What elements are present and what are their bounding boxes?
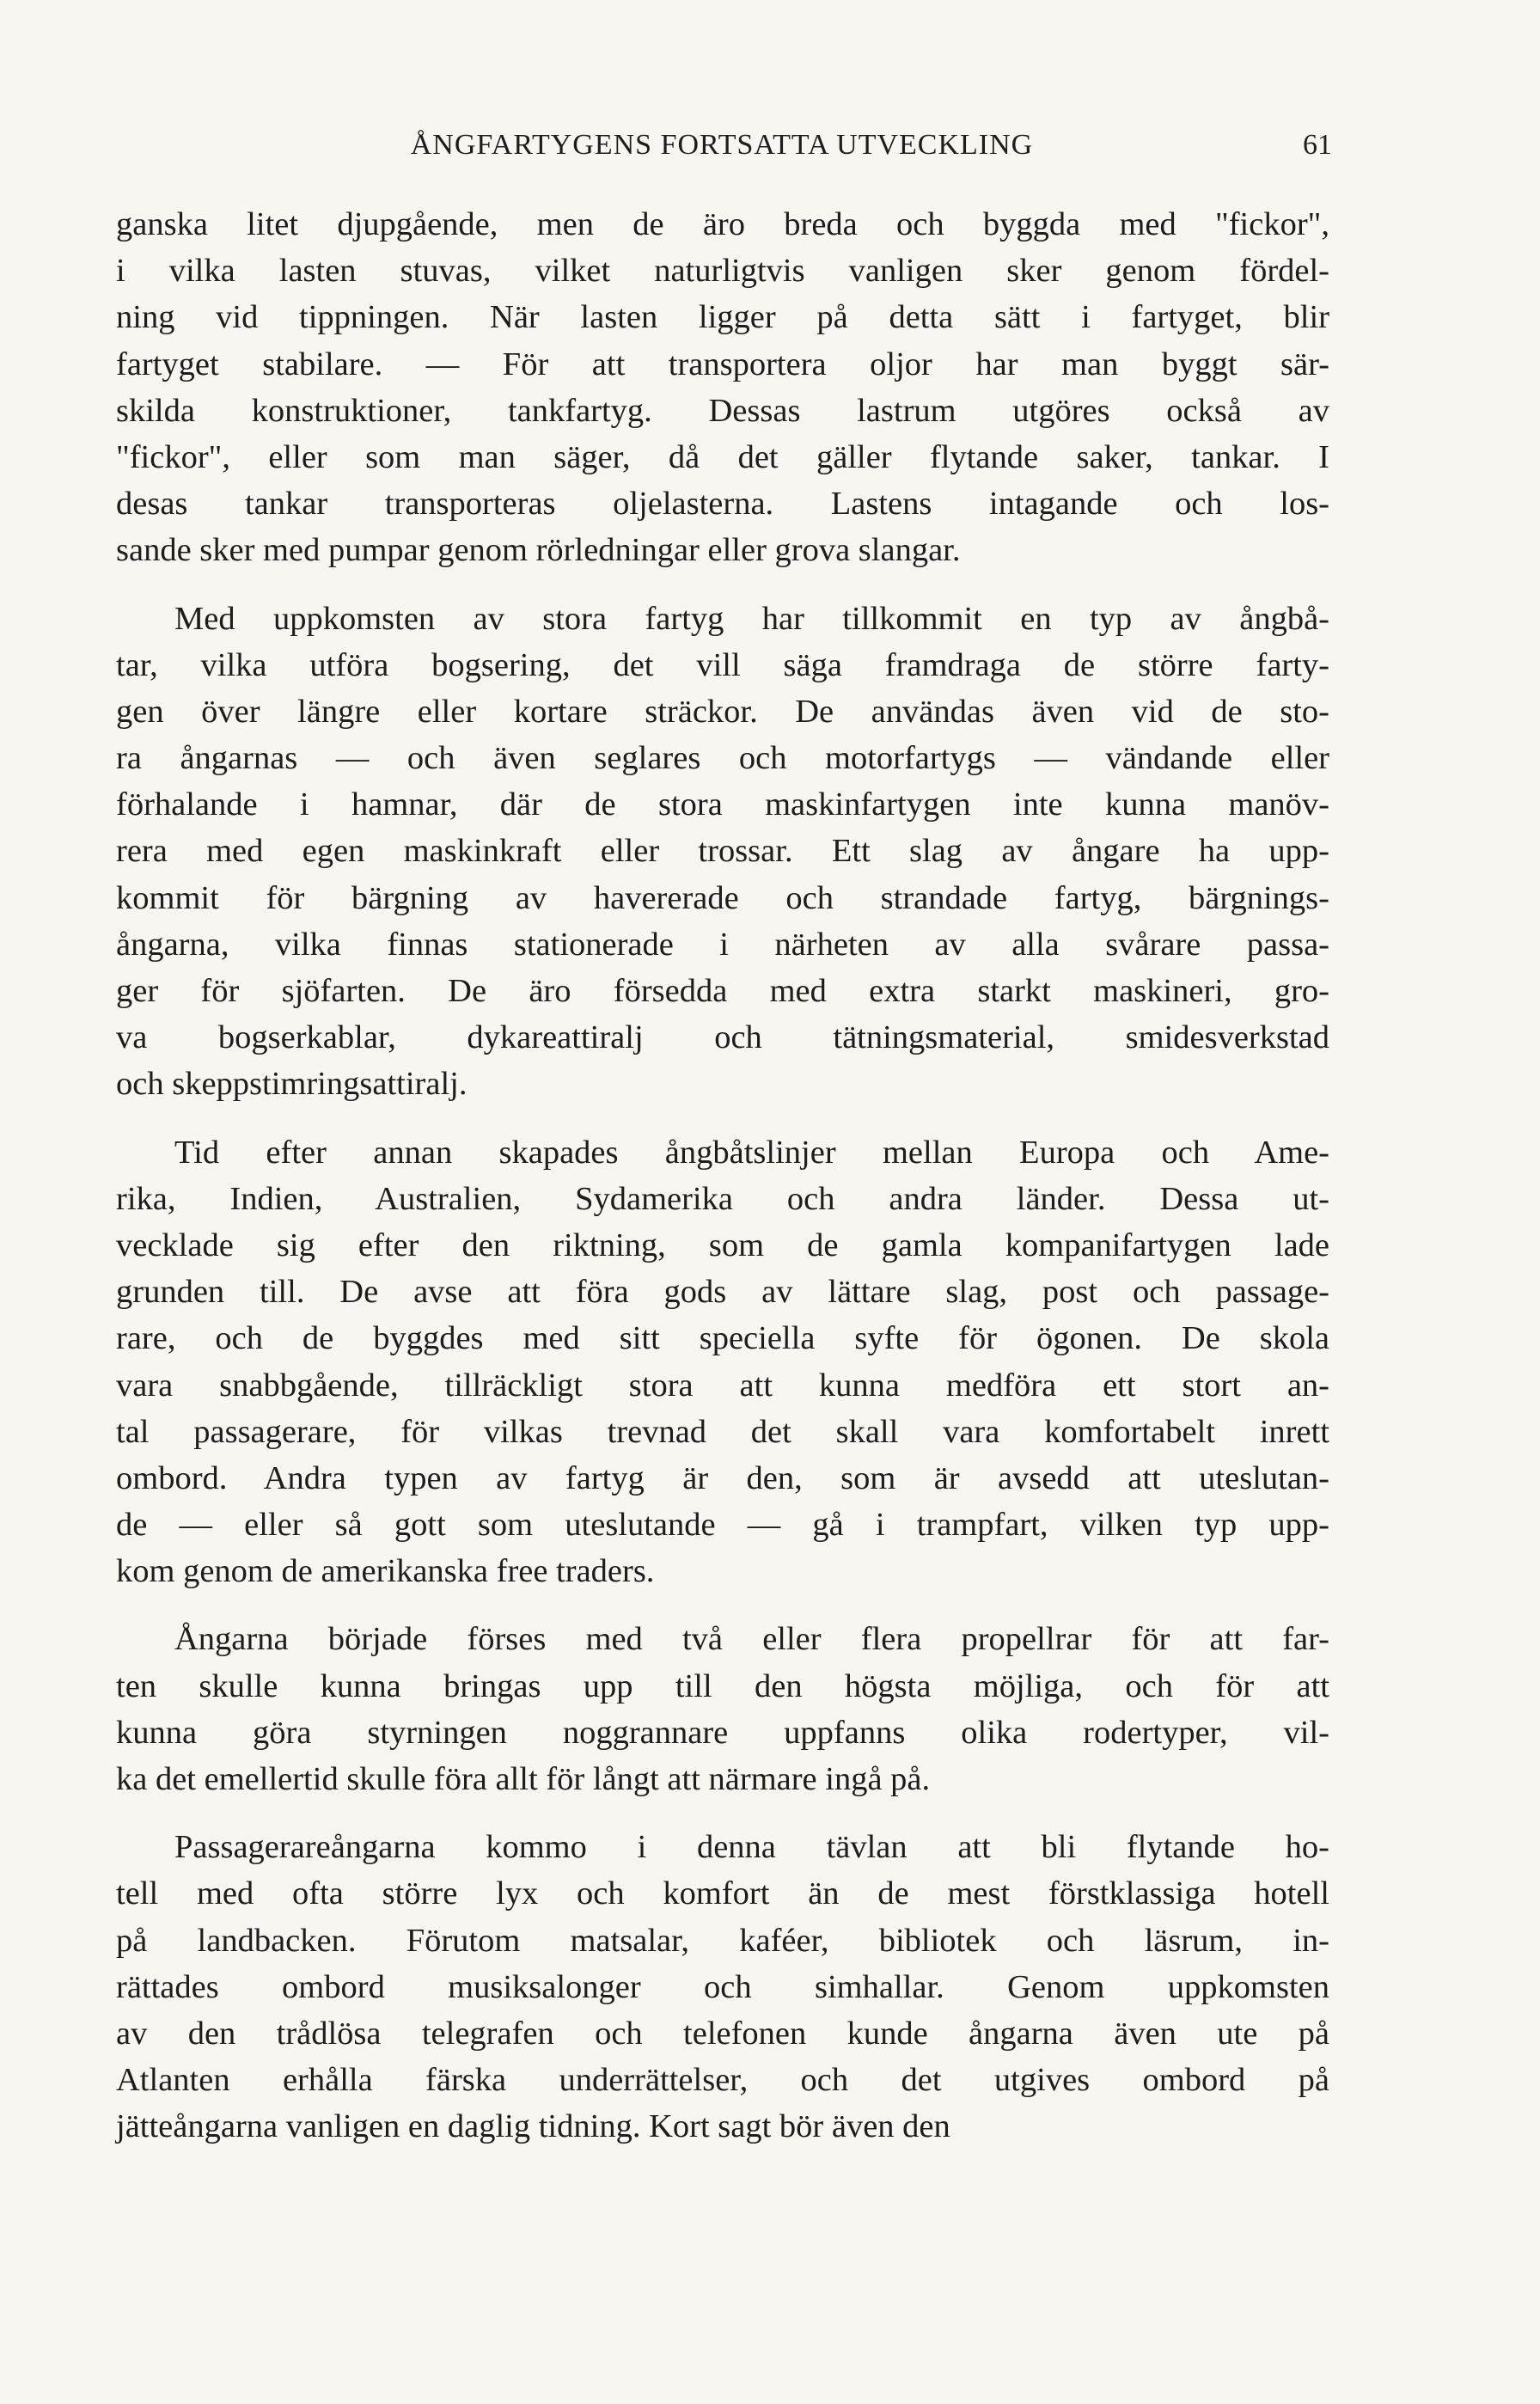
text-line: vara snabbgående, tillräckligt stora att kunna medföra ett stort an- [116,1367,1329,1404]
paragraph [116,1616,1329,1802]
text-line: Tid efter annan skapades ångbåtslinjer mellan Europa och Ame- [174,1134,1329,1171]
text-line: Ångarna började förses med två eller flera propellrar för att far- [174,1621,1329,1658]
text-line: ombord. Andra typen av fartyg är den, som är avsedd att uteslutan- [116,1459,1329,1496]
text-line: "fickor", eller som man säger, då det gäller flytande saker, tankar. I [116,438,1329,475]
text-line: gen över längre eller kortare sträckor. De användas även vid de sto- [116,693,1329,730]
text-line: rika, Indien, Australien, Sydamerika och andra länder. Dessa ut- [116,1180,1329,1217]
text-line: tar, vilka utföra bogsering, det vill säga framdraga de större farty- [116,646,1329,683]
paragraph [116,1824,1329,2150]
text-line: kom genom de amerikanska free traders. [116,1553,655,1590]
text-line: ka det emellertid skulle föra allt för långt att närmare ingå på. [116,1761,931,1797]
text-line: fartyget stabilare. — För att transportera oljor har man byggt sär- [116,346,1329,382]
text-line: grunden till. De avse att föra gods av lättare slag, post och passage- [116,1274,1329,1311]
page-number: 61 [1303,129,1332,161]
paragraph [116,201,1329,574]
text-line: tal passagerare, för vilkas trevnad det skall vara komfortabelt inrett [116,1413,1329,1450]
text-line: tell med ofta större lyx och komfort än de mest förstklassiga hotell [116,1875,1329,1912]
text-line: desas tankar transporteras oljelasterna. Lastens intagande och los- [116,486,1329,523]
text-line: Passagerareångarna kommo i denna tävlan att bli flytande ho- [174,1829,1329,1866]
text-line: vecklade sig efter den riktning, som de gamla kompanifartygen lade [116,1226,1329,1263]
text-line: ganska litet djupgående, men de äro breda och byggda med "fickor", [116,206,1329,242]
text-line: de — eller så gott som uteslutande — gå i trampfart, vilken typ upp- [116,1507,1329,1544]
text-line: på landbacken. Förutom matsalar, kaféer, bibliotek och läsrum, in- [116,1922,1329,1959]
text-line: av den trådlösa telegrafen och telefonen kunde ångarna även ute på [116,2015,1329,2052]
text-line: ra ångarnas — och även seglares och motorfartygs — vändande eller [116,740,1329,777]
text-line: ning vid tippningen. När lasten ligger på detta sätt i fartyget, blir [116,299,1329,336]
text-line: sande sker med pumpar genom rörledningar eller grova slangar. [116,532,961,569]
page-header [112,129,1332,172]
text-line: ångarna, vilka finnas stationerade i närheten av alla svårare passa- [116,926,1329,963]
text-line: rättades ombord musiksalonger och simhallar. Genom uppkomsten [116,1968,1329,2005]
body-text [116,201,1329,2172]
text-line: Med uppkomsten av stora fartyg har tillkommit en typ av ångbå- [174,600,1329,637]
text-line: Atlanten erhålla färska underrättelser, och det utgives ombord på [116,2062,1329,2099]
text-line: rare, och de byggdes med sitt speciella syfte för ögonen. De skola [116,1320,1329,1357]
text-line: och skeppstimringsattiralj. [116,1066,468,1103]
paragraph [116,1129,1329,1595]
running-head: ÅNGFARTYGENS FORTSATTA UTVECKLING [410,129,1034,161]
text-line: i vilka lasten stuvas, vilket naturligtvis vanligen sker genom fördel- [116,253,1329,290]
text-line: kommit för bärgning av havererade och strandade fartyg, bärgnings- [116,879,1329,916]
paragraph [116,596,1329,1108]
text-line: va bogserkablar, dykareattiralj och tätningsmaterial, smidesverkstad [116,1019,1329,1056]
text-line: jätteångarna vanligen en daglig tidning. Kort sagt bör även den [116,2108,950,2145]
text-line: kunna göra styrningen noggrannare uppfanns olika rodertyper, vil- [116,1714,1329,1751]
text-line: förhalande i hamnar, där de stora maskinfartygen inte kunna manöv- [116,786,1329,823]
text-line: skilda konstruktioner, tankfartyg. Dessas lastrum utgöres också av [116,392,1329,429]
text-line: ger för sjöfarten. De äro försedda med extra starkt maskineri, gro- [116,973,1329,1009]
text-line: rera med egen maskinkraft eller trossar. Ett slag av ångare ha upp- [116,833,1329,870]
text-line: ten skulle kunna bringas upp till den högsta möjliga, och för att [116,1667,1329,1704]
